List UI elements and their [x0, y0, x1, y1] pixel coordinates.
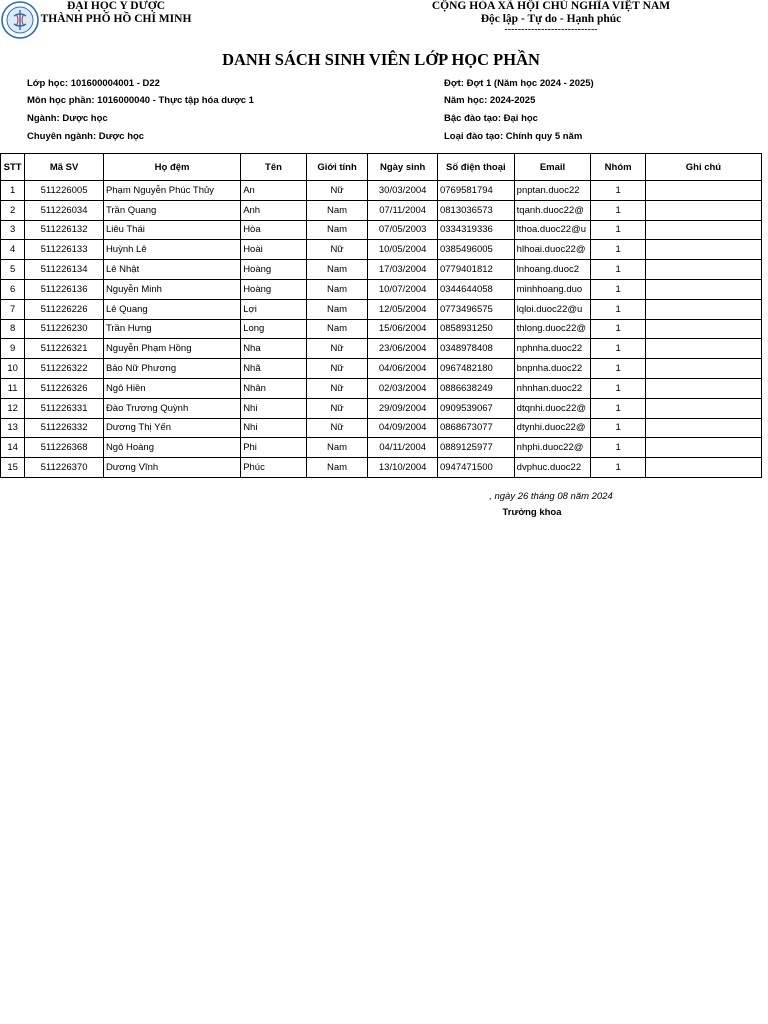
- table-row: [1, 359, 762, 379]
- col-student-id-cell: 511226370: [25, 458, 104, 478]
- col-phone-cell: 0773496575: [437, 299, 514, 319]
- col-email-cell: lthoa.duoc22@u: [514, 220, 591, 240]
- col-phone-cell: 0385496005: [437, 240, 514, 260]
- col-note-cell: [645, 260, 761, 280]
- col-email-cell: lnhoang.duoc2: [514, 260, 591, 280]
- col-first-name-cell: Anh: [241, 200, 307, 220]
- col-email-cell: nhnhan.duoc22: [514, 378, 591, 398]
- col-phone-cell: 0886638249: [437, 378, 514, 398]
- col-email-cell: hlhoai.duoc22@: [514, 240, 591, 260]
- col-student-id-cell: 511226321: [25, 339, 104, 359]
- col-student-id-header: Mã SV: [25, 154, 104, 181]
- col-stt-cell: 11: [1, 378, 25, 398]
- col-gender-cell: Nam: [306, 279, 368, 299]
- major-info: Ngành: Dược học: [27, 113, 108, 124]
- col-last-middle-name-cell: Phạm Nguyễn Phúc Thủy: [103, 181, 240, 201]
- col-student-id-cell: 511226005: [25, 181, 104, 201]
- col-student-id-cell: 511226133: [25, 240, 104, 260]
- col-last-middle-name-cell: Trần Hưng: [103, 319, 240, 339]
- col-last-middle-name-cell: Ngô Hiền: [103, 378, 240, 398]
- col-student-id-cell: 511226136: [25, 279, 104, 299]
- col-group-cell: 1: [591, 458, 646, 478]
- col-last-middle-name-cell: Dương Thị Yến: [103, 418, 240, 438]
- col-phone-cell: 0947471500: [437, 458, 514, 478]
- school-line-1: ĐẠI HỌC Y DƯỢC: [66, 0, 166, 12]
- col-phone-cell: 0868673077: [437, 418, 514, 438]
- motto-divider: ----------------------------: [504, 24, 598, 35]
- col-last-middle-name-cell: Nguyễn Phạm Hồng: [103, 339, 240, 359]
- col-stt-cell: 14: [1, 438, 25, 458]
- col-birthdate-cell: 04/06/2004: [368, 359, 438, 379]
- table-row: [1, 458, 762, 478]
- col-phone-cell: 0348978408: [437, 339, 514, 359]
- col-phone-cell: 0769581794: [437, 181, 514, 201]
- col-email-cell: lqloi.duoc22@u: [514, 299, 591, 319]
- col-email-cell: thlong.duoc22@: [514, 319, 591, 339]
- col-group-cell: 1: [591, 339, 646, 359]
- col-gender-cell: Nam: [306, 438, 368, 458]
- col-first-name-cell: Nhi: [241, 418, 307, 438]
- university-seal-logo: [1, 1, 39, 39]
- col-first-name-cell: Phi: [241, 438, 307, 458]
- specialization-info: Chuyên ngành: Dược học: [27, 131, 145, 142]
- col-student-id-cell: 511226226: [25, 299, 104, 319]
- col-last-middle-name-cell: Huỳnh Lê: [103, 240, 240, 260]
- col-last-middle-name-cell: Lê Quang: [103, 299, 240, 319]
- col-gender-cell: Nam: [306, 220, 368, 240]
- col-group-cell: 1: [591, 359, 646, 379]
- col-birthdate-cell: 29/09/2004: [368, 398, 438, 418]
- col-group-cell: 1: [591, 438, 646, 458]
- table-row: [1, 438, 762, 458]
- col-birthdate-cell: 12/05/2004: [368, 299, 438, 319]
- col-email-cell: bnpnha.duoc22: [514, 359, 591, 379]
- col-group-cell: 1: [591, 279, 646, 299]
- col-gender-cell: Nam: [306, 200, 368, 220]
- col-note-cell: [645, 378, 761, 398]
- col-email-cell: pnptan.duoc22: [514, 181, 591, 201]
- col-email-cell: dtynhi.duoc22@: [514, 418, 591, 438]
- col-first-name-cell: Hòa: [241, 220, 307, 240]
- col-note-cell: [645, 299, 761, 319]
- table-row: [1, 260, 762, 280]
- col-first-name-cell: Hoàng: [241, 260, 307, 280]
- col-gender-header: Giới tính: [306, 154, 368, 181]
- col-stt-cell: 1: [1, 181, 25, 201]
- col-gender-cell: Nam: [306, 299, 368, 319]
- col-note-cell: [645, 339, 761, 359]
- col-group-cell: 1: [591, 378, 646, 398]
- col-group-cell: 1: [591, 240, 646, 260]
- signature-date: , ngày 26 tháng 08 năm 2024: [489, 491, 613, 502]
- col-group-header: Nhóm: [591, 154, 646, 181]
- col-student-id-cell: 511226230: [25, 319, 104, 339]
- col-email-cell: nphnha.duoc22: [514, 339, 591, 359]
- col-student-id-cell: 511226331: [25, 398, 104, 418]
- col-stt-cell: 15: [1, 458, 25, 478]
- table-row: [1, 299, 762, 319]
- col-phone-cell: 0909539067: [437, 398, 514, 418]
- col-birthdate-cell: 02/03/2004: [368, 378, 438, 398]
- col-note-cell: [645, 181, 761, 201]
- col-gender-cell: Nam: [306, 319, 368, 339]
- col-last-middle-name-cell: Nguyễn Minh: [103, 279, 240, 299]
- school-name-block: [40, 0, 192, 25]
- col-email-cell: dtqnhi.duoc22@: [514, 398, 591, 418]
- nation-line-1: CỘNG HÒA XÃ HỘI CHỦ NGHĨA VIỆT NAM: [431, 0, 671, 12]
- col-first-name-cell: An: [241, 181, 307, 201]
- student-table: [0, 153, 762, 478]
- table-row: [1, 398, 762, 418]
- col-birthdate-cell: 10/05/2004: [368, 240, 438, 260]
- col-group-cell: 1: [591, 220, 646, 240]
- col-student-id-cell: 511226132: [25, 220, 104, 240]
- col-gender-cell: Nữ: [306, 398, 368, 418]
- col-first-name-header: Tên: [241, 154, 307, 181]
- col-note-cell: [645, 398, 761, 418]
- col-phone-cell: 0344644058: [437, 279, 514, 299]
- col-phone-cell: 0858931250: [437, 319, 514, 339]
- col-last-middle-name-cell: Đào Trương Quỳnh: [103, 398, 240, 418]
- col-last-middle-name-header: Họ đệm: [103, 154, 240, 181]
- school-line-2: THÀNH PHỐ HỒ CHÍ MINH: [40, 12, 192, 25]
- school-year-info: Năm học: 2024-2025: [444, 95, 536, 106]
- col-birthdate-cell: 15/06/2004: [368, 319, 438, 339]
- col-gender-cell: Nữ: [306, 181, 368, 201]
- col-gender-cell: Nữ: [306, 359, 368, 379]
- col-gender-cell: Nữ: [306, 240, 368, 260]
- col-group-cell: 1: [591, 319, 646, 339]
- col-note-cell: [645, 279, 761, 299]
- table-header-row: [1, 154, 762, 181]
- col-first-name-cell: Long: [241, 319, 307, 339]
- col-email-cell: tqanh.duoc22@: [514, 200, 591, 220]
- col-group-cell: 1: [591, 418, 646, 438]
- col-first-name-cell: Nha: [241, 339, 307, 359]
- col-note-cell: [645, 220, 761, 240]
- col-last-middle-name-cell: Lê Nhật: [103, 260, 240, 280]
- col-last-middle-name-cell: Bảo Nữ Phương: [103, 359, 240, 379]
- col-gender-cell: Nữ: [306, 418, 368, 438]
- national-motto-block: [420, 0, 682, 35]
- col-email-cell: dvphuc.duoc22: [514, 458, 591, 478]
- col-first-name-cell: Hoài: [241, 240, 307, 260]
- col-stt-cell: 2: [1, 200, 25, 220]
- col-first-name-cell: Phúc: [241, 458, 307, 478]
- col-stt-cell: 5: [1, 260, 25, 280]
- col-phone-cell: 0779401812: [437, 260, 514, 280]
- table-row: [1, 220, 762, 240]
- col-gender-cell: Nam: [306, 260, 368, 280]
- col-phone-header: Số điện thoại: [437, 154, 514, 181]
- col-note-cell: [645, 418, 761, 438]
- col-stt-cell: 8: [1, 319, 25, 339]
- col-phone-cell: 0889125977: [437, 438, 514, 458]
- col-birthdate-cell: 10/07/2004: [368, 279, 438, 299]
- col-email-cell: minhhoang.duo: [514, 279, 591, 299]
- col-stt-cell: 12: [1, 398, 25, 418]
- col-phone-cell: 0813036573: [437, 200, 514, 220]
- signer-title: Trưởng khoa: [502, 507, 562, 518]
- col-last-middle-name-cell: Liêu Thái: [103, 220, 240, 240]
- col-birthdate-cell: 04/09/2004: [368, 418, 438, 438]
- col-birthdate-cell: 13/10/2004: [368, 458, 438, 478]
- col-birthdate-cell: 30/03/2004: [368, 181, 438, 201]
- document-title: DANH SÁCH SINH VIÊN LỚP HỌC PHẦN: [222, 50, 540, 69]
- table-row: [1, 181, 762, 201]
- col-email-cell: nhphi.duoc22@: [514, 438, 591, 458]
- col-phone-cell: 0334319336: [437, 220, 514, 240]
- table-row: [1, 279, 762, 299]
- col-gender-cell: Nam: [306, 458, 368, 478]
- training-type-info: Loại đào tạo: Chính quy 5 năm: [444, 131, 583, 142]
- col-group-cell: 1: [591, 200, 646, 220]
- col-first-name-cell: Hoàng: [241, 279, 307, 299]
- col-note-cell: [645, 438, 761, 458]
- col-group-cell: 1: [591, 398, 646, 418]
- class-info: Lớp học: 101600004001 - D22: [27, 78, 160, 89]
- table-row: [1, 418, 762, 438]
- col-gender-cell: Nữ: [306, 378, 368, 398]
- col-stt-cell: 6: [1, 279, 25, 299]
- col-student-id-cell: 511226134: [25, 260, 104, 280]
- col-first-name-cell: Nhi: [241, 398, 307, 418]
- training-level-info: Bậc đào tạo: Đại học: [444, 113, 538, 124]
- col-first-name-cell: Nhã: [241, 359, 307, 379]
- col-last-middle-name-cell: Trần Quang: [103, 200, 240, 220]
- col-stt-cell: 9: [1, 339, 25, 359]
- col-email-header: Email: [514, 154, 591, 181]
- col-stt-header: STT: [1, 154, 25, 181]
- col-group-cell: 1: [591, 299, 646, 319]
- col-stt-cell: 7: [1, 299, 25, 319]
- col-note-header: Ghi chú: [645, 154, 761, 181]
- col-student-id-cell: 511226332: [25, 418, 104, 438]
- col-student-id-cell: 511226034: [25, 200, 104, 220]
- col-group-cell: 1: [591, 260, 646, 280]
- col-note-cell: [645, 359, 761, 379]
- col-note-cell: [645, 240, 761, 260]
- col-birthdate-cell: 07/11/2004: [368, 200, 438, 220]
- col-birthdate-cell: 04/11/2004: [368, 438, 438, 458]
- table-row: [1, 200, 762, 220]
- col-birthdate-cell: 23/06/2004: [368, 339, 438, 359]
- col-student-id-cell: 511226368: [25, 438, 104, 458]
- table-row: [1, 319, 762, 339]
- col-last-middle-name-cell: Ngô Hoàng: [103, 438, 240, 458]
- col-stt-cell: 10: [1, 359, 25, 379]
- course-info: Môn học phần: 1016000040 - Thực tập hóa dược 1: [27, 95, 254, 106]
- col-birthdate-header: Ngày sinh: [368, 154, 438, 181]
- col-last-middle-name-cell: Dương Vĩnh: [103, 458, 240, 478]
- col-student-id-cell: 511226326: [25, 378, 104, 398]
- col-stt-cell: 3: [1, 220, 25, 240]
- table-row: [1, 378, 762, 398]
- col-gender-cell: Nữ: [306, 339, 368, 359]
- col-stt-cell: 4: [1, 240, 25, 260]
- nation-line-2: Độc lập - Tự do - Hạnh phúc: [480, 12, 622, 25]
- term-info: Đợt: Đợt 1 (Năm học 2024 - 2025): [444, 78, 594, 89]
- col-phone-cell: 0967482180: [437, 359, 514, 379]
- col-birthdate-cell: 17/03/2004: [368, 260, 438, 280]
- col-group-cell: 1: [591, 181, 646, 201]
- col-note-cell: [645, 458, 761, 478]
- col-first-name-cell: Nhân: [241, 378, 307, 398]
- col-note-cell: [645, 319, 761, 339]
- col-note-cell: [645, 200, 761, 220]
- col-birthdate-cell: 07/05/2003: [368, 220, 438, 240]
- col-stt-cell: 13: [1, 418, 25, 438]
- col-first-name-cell: Lợi: [241, 299, 307, 319]
- table-row: [1, 339, 762, 359]
- col-student-id-cell: 511226322: [25, 359, 104, 379]
- table-row: [1, 240, 762, 260]
